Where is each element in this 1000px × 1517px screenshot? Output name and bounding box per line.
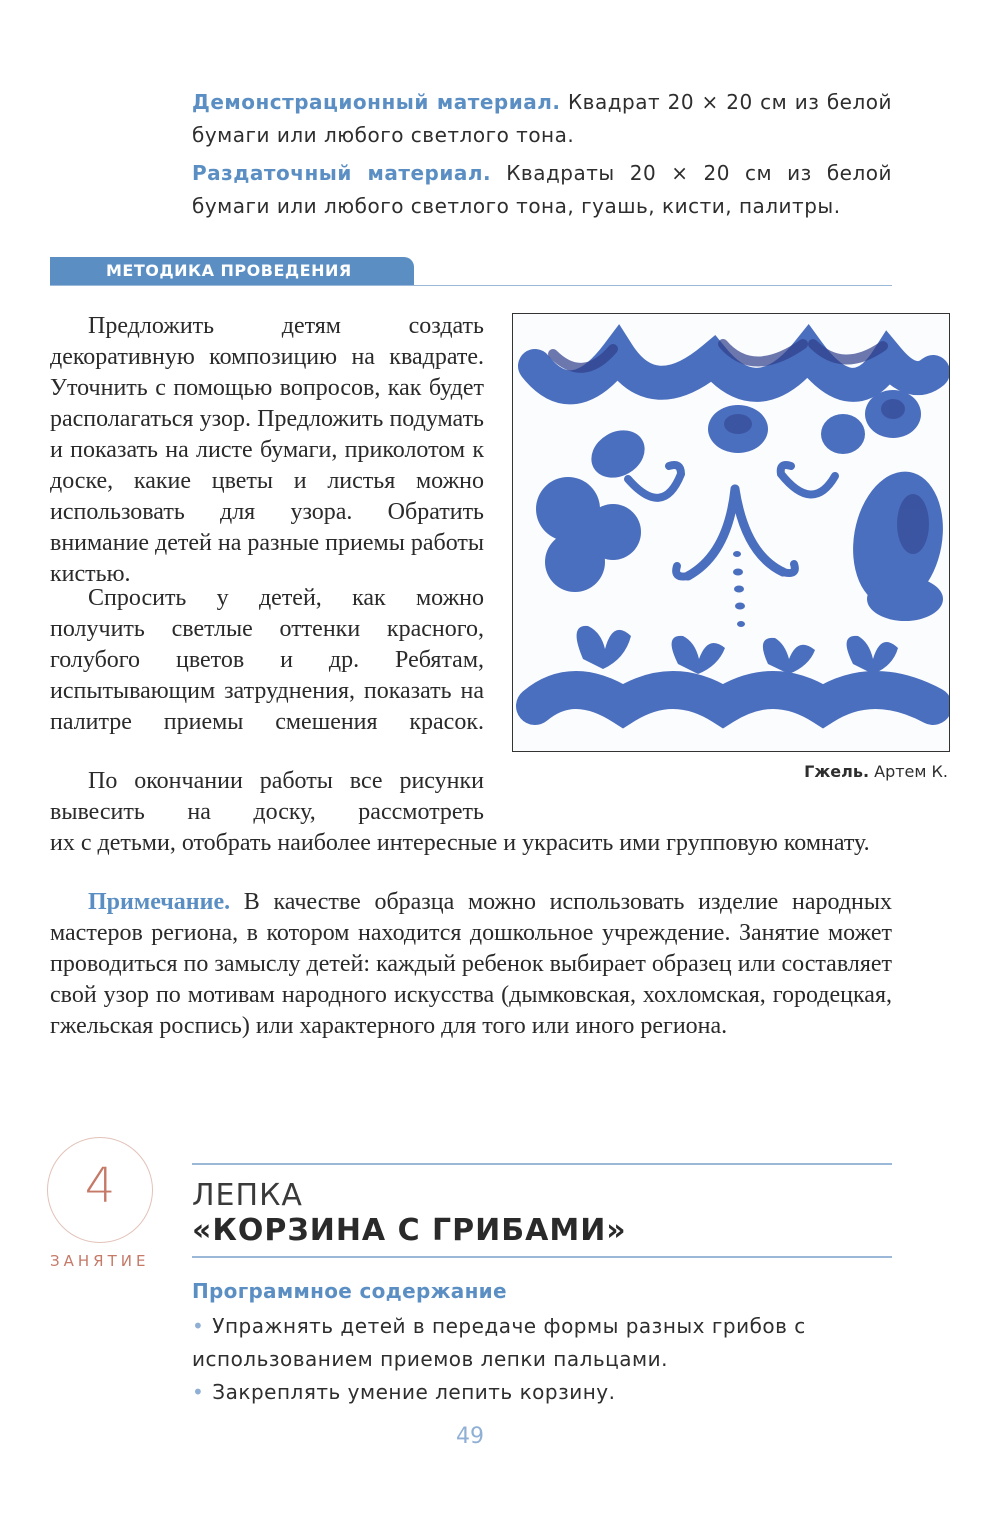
lesson-number-circle [47, 1137, 153, 1243]
note-text: В качестве образца можно использовать изделие народных мастеров региона, в котором находится дошкольное учреждение. Занятие может проводиться по замыслу детей: каждый ребенок выбирает образец или составляет свой узор по мотивам народного искусства (дымковская, хохломская, городецкая, гжельская роспись) или характерного для того или иного региона. [50, 889, 892, 1039]
program-bullet-2 [192, 1376, 892, 1409]
method-paragraph-1: Предложить детям создать декоративную композицию на квадрате. Уточнить с помощью вопросов, как будет располагаться узор. Предложить подумать и показать на листе бумаги, приколотом к доске, какие цветы и листья можно использовать для узора. Обратить внимание детей на разные приемы работы кистью. [50, 313, 484, 587]
caption-author: Артем К. [874, 762, 948, 781]
note-paragraph [50, 887, 892, 1042]
lesson-title: «КОРЗИНА С ГРИБАМИ» [192, 1213, 627, 1248]
bullet-text: Упражнять детей в передаче формы разных грибов с использованием приемов лепки пальцами. [192, 1314, 806, 1371]
method-divider [50, 285, 892, 286]
method-paragraph-3-start: По окончании работы все рисунки вывесить на доску, рассмотреть [50, 768, 484, 825]
program-heading: Программное содержание [192, 1279, 507, 1303]
page-number: 49 [456, 1424, 484, 1449]
lesson-bottom-rule [192, 1256, 892, 1258]
figure-caption [700, 762, 948, 781]
gzhel-pattern-icon [513, 314, 949, 751]
gzhel-painting [512, 313, 950, 752]
method-paragraph-3-end: их с детьми, отобрать наиболее интересные и украсить ими групповую комнату. [50, 830, 870, 856]
note-label: Примечание. [88, 889, 231, 915]
bullet-text: Закреплять умение лепить корзину. [212, 1380, 616, 1404]
lesson-top-rule [192, 1163, 892, 1165]
handout-material-text: Квадраты 20 × 20 см из белой бумаги или любого светлого тона, гуашь, кисти, палитры. [192, 161, 892, 218]
handout-material [192, 157, 892, 223]
caption-title: Гжель. [804, 762, 870, 781]
bullet-dot-icon: • [192, 1314, 205, 1338]
program-bullet-1 [192, 1310, 892, 1376]
method-paragraph-2: Спросить у детей, как можно получить светлые оттенки красного, голубого цветов и др. Ребятам, испытывающим затруднения, показать на палитре приемы смешения красок. [50, 585, 484, 735]
method-heading: МЕТОДИКА ПРОВЕДЕНИЯ [106, 261, 352, 280]
lesson-type: ЛЕПКА [192, 1178, 303, 1213]
method-heading-bar [50, 257, 414, 285]
lesson-label: ЗАНЯТИЕ [50, 1252, 150, 1270]
demo-material-label: Демонстрационный материал. [192, 90, 561, 114]
demo-material [192, 86, 892, 152]
bullet-dot-icon: • [192, 1380, 205, 1404]
lesson-number: 4 [84, 1158, 116, 1214]
handout-material-label: Раздаточный материал. [192, 161, 492, 185]
demo-material-text: Квадрат 20 × 20 см из белой бумаги или любого светлого тона. [192, 90, 892, 147]
